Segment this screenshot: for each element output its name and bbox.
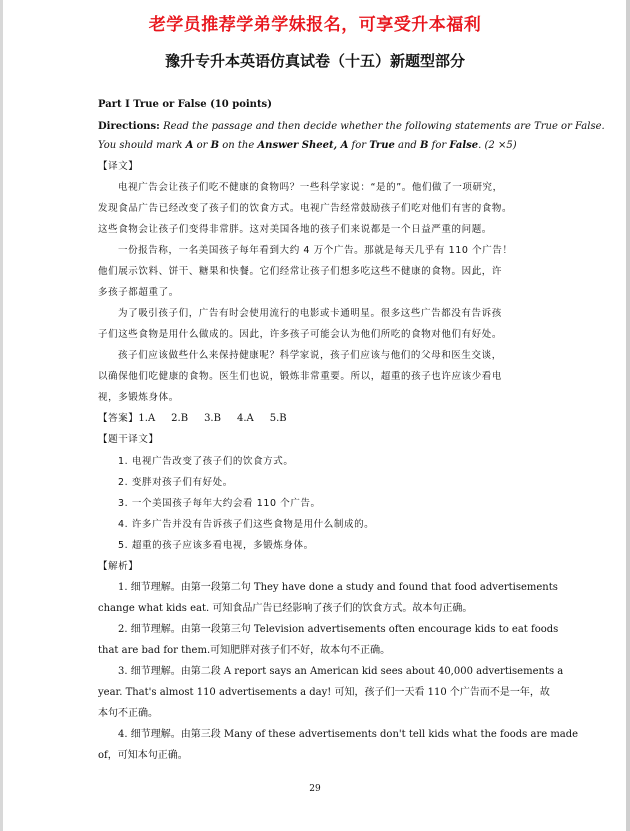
analysis-line: 2. 细节理解。由第一段第三句 Television advertisements often encourage kids to eat foods (118, 624, 559, 635)
analysis-line: year. That's almost 110 advertisements a day! 可知，孩子们一天看 110 个广告而不是一年，故 (98, 687, 550, 698)
answer-label: 【答案】 (98, 413, 139, 424)
analysis-line: that are bad for them.可知肥胖对孩子们不好，故本句不正确。 (98, 645, 391, 656)
page-number: 29 (309, 784, 321, 794)
directions-answer-sheet: Answer Sheet, A (257, 140, 349, 151)
directions-score: . (2 ×5) (478, 140, 517, 151)
directions-text: Read the passage and then decide whether the following statements are True or False. (163, 121, 605, 132)
directions-a: A (185, 140, 194, 151)
answer-item: 1.A (138, 413, 156, 424)
translation-line: 他们展示饮料、饼干、糖果和快餐。它们经常让孩子们想多吃这些不健康的食物。因此，许 (98, 266, 503, 277)
directions-false: False (449, 140, 479, 151)
analysis-label: 【解析】 (98, 561, 139, 572)
analysis-line: of，可知本句正确。 (98, 750, 188, 761)
stem-item: 4. 许多广告并没有告诉孩子们这些食物是用什么制成的。 (118, 519, 375, 530)
answer-item: 3.B (204, 413, 221, 424)
translation-line: 子们这些食物是用什么做成的。因此，许多孩子可能会认为他们所吃的食物对他们有好处。 (98, 329, 503, 340)
answer-item: 4.A (236, 413, 254, 424)
directions-b-for: B (420, 140, 429, 151)
stem-item: 3. 一个美国孩子每年大约会看 110 个广告。 (118, 498, 321, 509)
directions-for-2: for (428, 140, 450, 151)
promo-banner: 老学员推荐学弟学妹报名，可享受升本福利 (148, 15, 482, 35)
directions-line-1 (98, 120, 605, 134)
analysis-line: 3. 细节理解。由第二段 A report says an American kid sees about 40,000 advertisements a (118, 666, 564, 677)
directions-and: and (394, 140, 421, 151)
answer-row (98, 412, 536, 426)
directions-text-a: You should mark (98, 140, 186, 151)
translation-line: 一份报告称，一名美国孩子每年看到大约 4 万个广告。那就是每天几乎有 110 个广告！ (118, 245, 513, 256)
directions-or: or (193, 140, 211, 151)
page-title: 豫升专升本英语仿真试卷（十五）新题型部分 (164, 52, 465, 70)
directions-label: Directions: (98, 121, 160, 132)
directions-line-2 (98, 139, 536, 153)
translation-line: 电视广告会让孩子们吃不健康的食物吗？一些科学家说：“是的”。他们做了一项研究， (118, 182, 503, 193)
directions-b: B (210, 140, 220, 151)
translation-line: 为了吸引孩子们，广告有时会使用流行的电影或卡通明星。很多这些广告都没有告诉孩 (118, 308, 502, 319)
analysis-line: 4. 细节理解。由第三段 Many of these advertisements don't tell kids what the foods are made (118, 729, 579, 740)
translation-line: 孩子们应该做些什么来保持健康呢？科学家说，孩子们应该与他们的父母和医生交谈， (118, 350, 502, 361)
translation-line: 发现食品广告已经改变了孩子们的饮食方式。电视广告经常鼓励孩子们吃对他们有害的食物。 (98, 203, 513, 214)
analysis-line: 本句不正确。 (98, 708, 158, 719)
translation-line: 多孩子都超重了。 (98, 287, 179, 298)
analysis-line: change what kids eat. 可知食品广告已经影响了孩子们的饮食方式。故本句正确。 (98, 603, 473, 614)
translation-line: 这些食物会让孩子们变得非常胖。这对美国各地的孩子们来说都是一个日益严重的问题。 (98, 224, 492, 235)
stem-item: 5. 超重的孩子应该多看电视，多锻炼身体。 (118, 540, 314, 551)
directions-true: True (369, 140, 395, 151)
stem-item: 1. 电视广告改变了孩子们的饮食方式。 (118, 456, 294, 467)
directions-for: for (348, 140, 370, 151)
translation-line: 以确保他们吃健康的食物。医生们也说，锻炼非常重要。所以，超重的孩子也许应该少看电 (98, 371, 503, 382)
stem-label: 【题干译文】 (98, 434, 159, 445)
translation-line: 视，多锻炼身体。 (98, 392, 179, 403)
analysis-line: 1. 细节理解。由第一段第二句 They have done a study and found that food advertisements (118, 582, 558, 593)
translation-label: 【译文】 (98, 161, 139, 172)
stem-item: 2. 变胖对孩子们有好处。 (118, 477, 233, 488)
answer-item: 2.B (171, 413, 189, 424)
part-heading: Part I True or False (10 points) (98, 99, 272, 110)
answer-item: 5.B (269, 413, 287, 424)
directions-on-the: on the (219, 140, 258, 151)
